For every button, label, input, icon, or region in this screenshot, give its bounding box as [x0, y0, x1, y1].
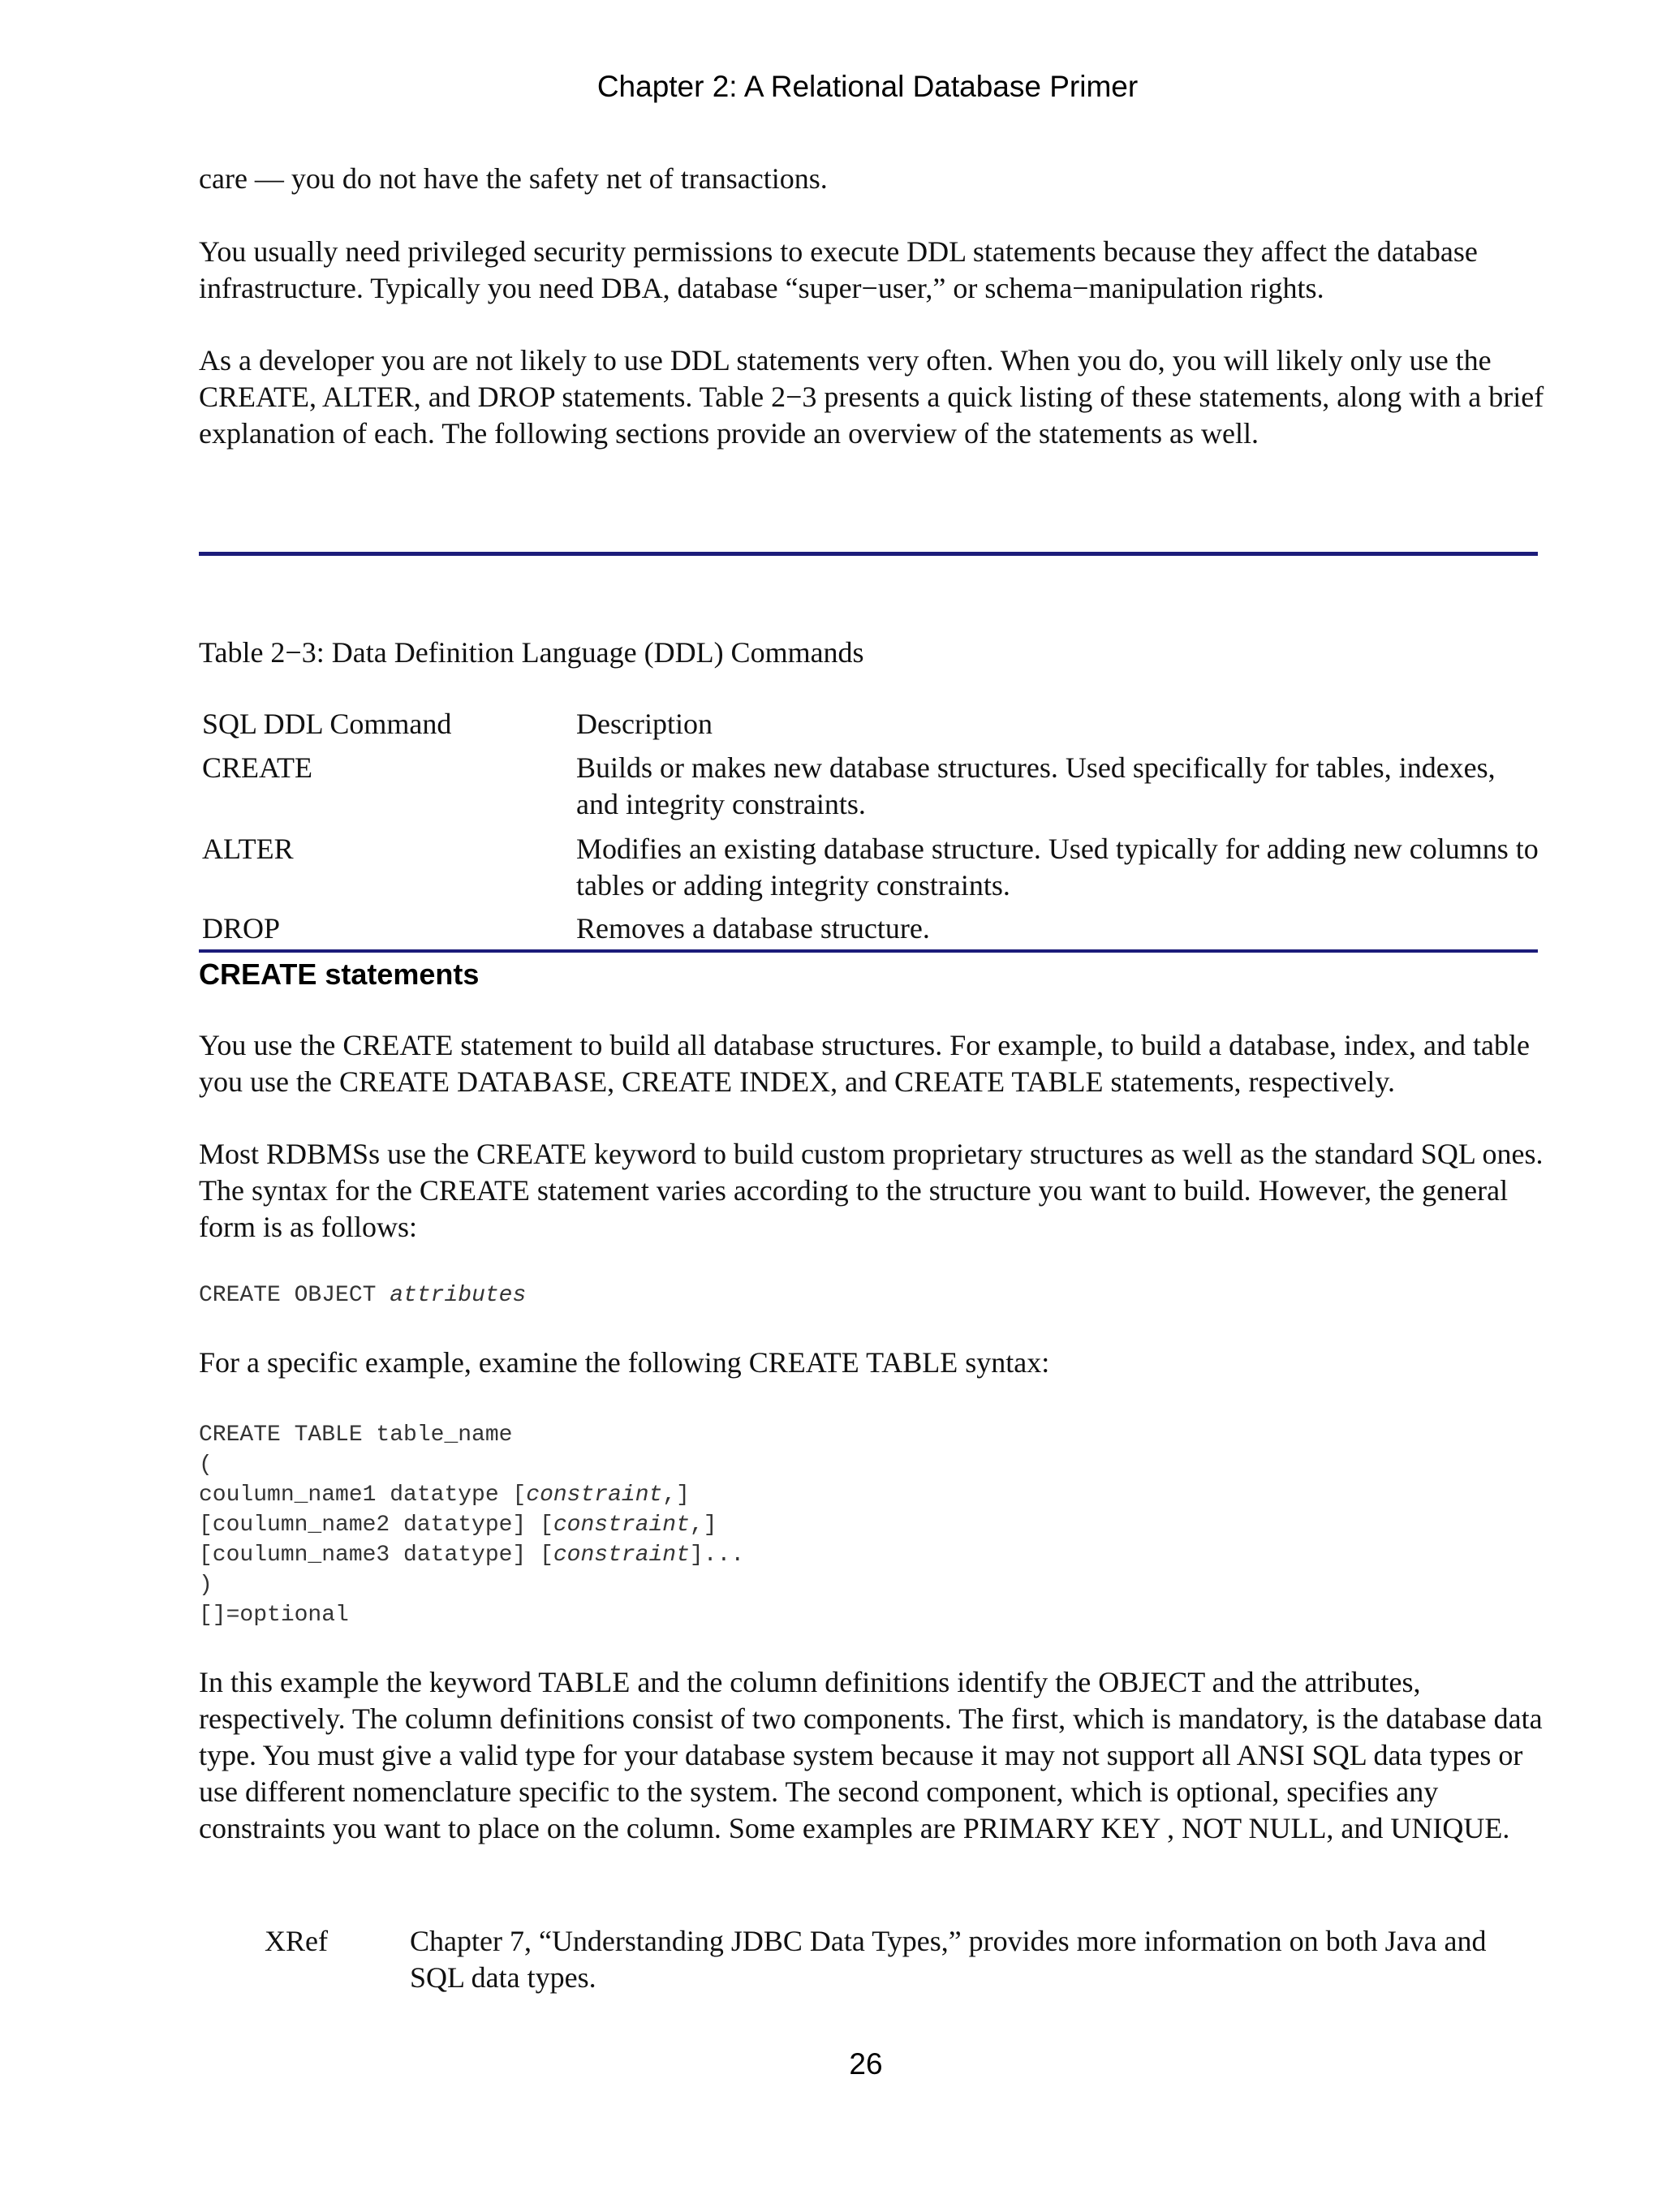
code-general-form — [199, 1280, 526, 1310]
table-cell-description: Removes a database structure. — [576, 912, 930, 945]
code-italic-text: constraint — [526, 1483, 663, 1508]
column-header-command: SQL DDL Command — [202, 708, 452, 740]
code-italic-text: attributes — [390, 1283, 527, 1308]
code-italic-text: constraint — [553, 1513, 690, 1538]
code-text: [coulumn_name3 datatype] [ — [199, 1543, 553, 1568]
table-row — [199, 750, 1538, 831]
code-line: ) — [199, 1573, 213, 1598]
ddl-commands-table — [199, 706, 1538, 949]
code-line — [199, 1510, 744, 1540]
code-line — [199, 1540, 744, 1570]
table-row — [199, 910, 1538, 949]
code-text: ]... — [689, 1543, 745, 1568]
table-cell-description: Builds or makes new database structures. Used specifically for tables, indexes, and integrity constraints. — [576, 751, 1496, 820]
code-text: ,] — [689, 1513, 717, 1538]
code-line: CREATE TABLE table_name — [199, 1422, 513, 1448]
code-line — [199, 1480, 744, 1510]
page-number: 26 — [849, 2047, 883, 2081]
table-header-row — [199, 706, 1538, 750]
column-header-description: Description — [576, 708, 713, 740]
table-cell-command: CREATE — [202, 751, 313, 784]
table-cell-description: Modifies an existing database structure. Used typically for adding new columns to tables or adding integrity constraints. — [576, 833, 1539, 902]
paragraph-create-syntax: Most RDBMSs use the CREATE keyword to build custom proprietary structures as well as the standard SQL ones. The syntax for the CREATE statement varies according to the structure you want to build. However, the general form is as follows: — [199, 1138, 1544, 1243]
xref-label: XRef — [265, 1925, 328, 1957]
table-bottom-rule — [199, 949, 1538, 953]
paragraph-transactions: care — you do not have the safety net of transactions. — [199, 162, 828, 195]
paragraph-create-intro: You use the CREATE statement to build all database structures. For example, to build a database, index, and table you use the CREATE DATABASE, CREATE INDEX, and CREATE TABLE statements, respectively. — [199, 1029, 1530, 1098]
table-top-rule — [199, 552, 1538, 556]
paragraph-column-definitions: In this example the keyword TABLE and the column definitions identify the OBJECT and the attributes, respectively. The column definitions consist of two components. The first, which is mandatory, is the database data type. You must give a valid type for your database system because it may not support all ANSI SQL data types or use different nomenclature specific to the system. The second component, which is optional, specifies any constraints you want to place on the column. Some examples are PRIMARY KEY , NOT NULL, and UNIQUE. — [199, 1666, 1543, 1844]
code-italic-text: constraint — [553, 1543, 690, 1568]
code-line: ( — [199, 1452, 213, 1478]
paragraph-example-intro: For a specific example, examine the following CREATE TABLE syntax: — [199, 1346, 1050, 1379]
code-text: CREATE OBJECT — [199, 1283, 390, 1308]
section-heading: CREATE statements — [199, 958, 480, 991]
code-create-table — [199, 1420, 744, 1630]
table-cell-command: ALTER — [202, 833, 294, 865]
code-text: coulumn_name1 datatype [ — [199, 1483, 527, 1508]
table-row — [199, 831, 1538, 910]
table-cell-command: DROP — [202, 912, 281, 945]
xref-text: Chapter 7, “Understanding JDBC Data Types,” provides more information on both Java and SQL data types. — [410, 1925, 1487, 1994]
code-text: [coulumn_name2 datatype] [ — [199, 1513, 553, 1538]
code-line: []=optional — [199, 1603, 349, 1628]
table-caption: Table 2−3: Data Definition Language (DDL) Commands — [199, 636, 864, 669]
code-text: ,] — [662, 1483, 690, 1508]
paragraph-ddl-usage: As a developer you are not likely to use DDL statements very often. When you do, you will likely only use the CREATE, ALTER, and DROP statements. Table 2−3 presents a quick listing of these statements, along with a brief explanation of each. The following sections provide an overview of the statements as well. — [199, 344, 1544, 450]
paragraph-permissions: You usually need privileged security permissions to execute DDL statements because they affect the database infrastructure. Typically you need DBA, database “super−user,” or schema−manipulation rights. — [199, 235, 1478, 304]
running-header: Chapter 2: A Relational Database Primer — [596, 70, 1139, 103]
